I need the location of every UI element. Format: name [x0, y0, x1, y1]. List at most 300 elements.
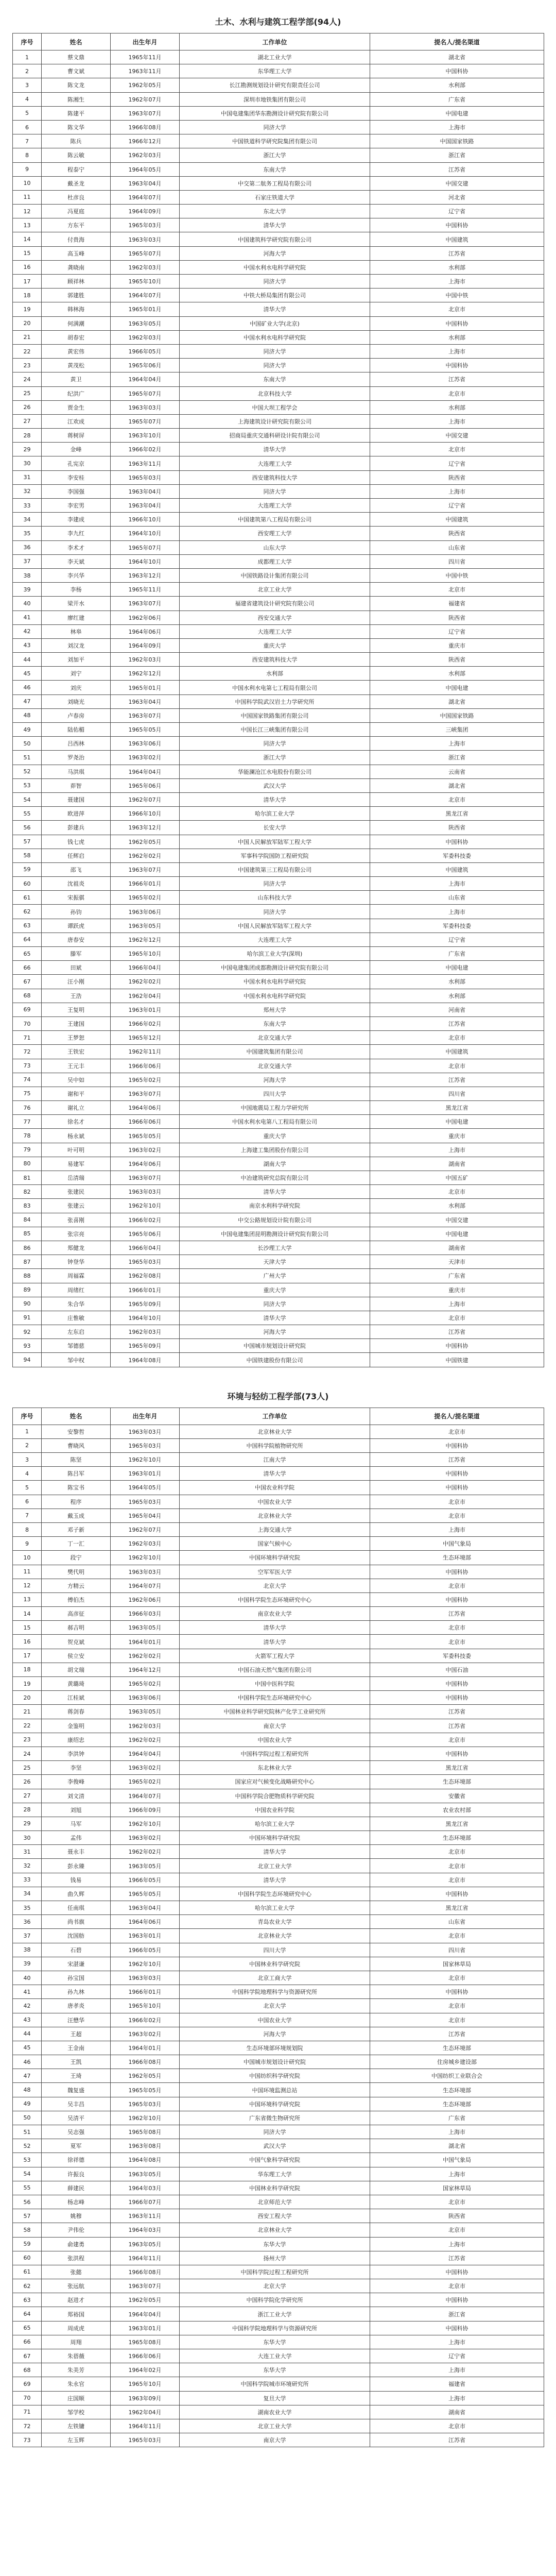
cell-no: 64 [13, 2307, 42, 2321]
table-row [13, 1425, 544, 1438]
cell-born: 1962年02月 [111, 1733, 180, 1747]
cell-no: 71 [13, 2405, 42, 2419]
table-row [13, 1045, 544, 1059]
cell-unit: 中国气象科学研究院 [180, 2153, 370, 2167]
table-row [13, 807, 544, 821]
table-header-row [13, 33, 544, 50]
cell-unit: 空军军医大学 [180, 1565, 370, 1579]
cell-born: 1964年03月 [111, 2223, 180, 2237]
cell-unit: 长安大学 [180, 821, 370, 835]
cell-born: 1966年02月 [111, 2013, 180, 2027]
cell-no: 19 [13, 1677, 42, 1691]
cell-born: 1962年04月 [111, 989, 180, 1003]
cell-born: 1964年08月 [111, 2153, 180, 2167]
cell-name: 庄惟敏 [42, 1311, 111, 1325]
cell-unit: 中国纺织科学研究院 [180, 2069, 370, 2083]
table-row [13, 597, 544, 611]
cell-no: 51 [13, 2125, 42, 2139]
cell-nominator: 山东省 [370, 540, 544, 554]
cell-no: 1 [13, 1425, 42, 1438]
cell-born: 1966年07月 [111, 2195, 180, 2209]
cell-name: 周绪红 [42, 1283, 111, 1297]
cell-name: 郭建胜 [42, 289, 111, 302]
cell-name: 李杨 [42, 583, 111, 597]
cell-nominator: 上海市 [370, 1143, 544, 1157]
cell-born: 1963年03月 [111, 400, 180, 414]
cell-nominator: 生态环境部 [370, 1551, 544, 1565]
cell-no: 18 [13, 289, 42, 302]
cell-name: 黄璐琦 [42, 1677, 111, 1691]
cell-no: 38 [13, 568, 42, 582]
cell-no: 52 [13, 2139, 42, 2153]
cell-name: 高玉峰 [42, 246, 111, 260]
cell-born: 1965年08月 [111, 2125, 180, 2139]
cell-unit: 中国环境科学研究院 [180, 2097, 370, 2111]
table-row [13, 1971, 544, 1985]
cell-nominator: 河北省 [370, 190, 544, 204]
cell-no: 45 [13, 2041, 42, 2055]
cell-name: 陈建平 [42, 106, 111, 120]
cell-born: 1963年03月 [111, 1565, 180, 1579]
cell-nominator: 江苏省 [370, 372, 544, 386]
cell-unit: 生态环境部环境规划院 [180, 2041, 370, 2055]
table-row [13, 1957, 544, 1971]
cell-unit: 北京工业大学 [180, 583, 370, 597]
cell-unit: 中国科学院合肥物质科学研究院 [180, 1789, 370, 1803]
cell-nominator: 中国科协 [370, 2265, 544, 2279]
cell-born: 1963年04月 [111, 176, 180, 190]
cell-unit: 湖北工业大学 [180, 50, 370, 64]
cell-unit: 中国科学院武汉岩土力学研究所 [180, 694, 370, 708]
cell-born: 1963年05月 [111, 2237, 180, 2251]
cell-nominator: 广东省 [370, 947, 544, 961]
table-row [13, 2069, 544, 2083]
cell-no: 77 [13, 1115, 42, 1129]
table-row [13, 162, 544, 176]
cell-name: 贺克斌 [42, 1635, 111, 1649]
cell-born: 1965年10月 [111, 947, 180, 961]
cell-no: 87 [13, 1255, 42, 1269]
cell-nominator: 广东省 [370, 1269, 544, 1283]
table-row [13, 653, 544, 667]
cell-unit: 东南大学 [180, 162, 370, 176]
cell-born: 1965年03月 [111, 1495, 180, 1509]
cell-born: 1963年06月 [111, 905, 180, 919]
table-row [13, 1339, 544, 1353]
cell-born: 1962年03月 [111, 148, 180, 162]
cell-born: 1966年12月 [111, 134, 180, 148]
cell-no: 36 [13, 1915, 42, 1929]
table-row [13, 877, 544, 891]
cell-nominator: 广东省 [370, 92, 544, 106]
table-row [13, 1663, 544, 1676]
cell-nominator: 中国气象局 [370, 2153, 544, 2167]
cell-born: 1965年06月 [111, 778, 180, 792]
cell-nominator: 重庆市 [370, 1129, 544, 1143]
cell-no: 90 [13, 1297, 42, 1311]
cell-name: 谢礼立 [42, 1101, 111, 1115]
table-row [13, 2167, 544, 2181]
cell-born: 1966年01月 [111, 1283, 180, 1297]
cell-born: 1964年11月 [111, 2251, 180, 2265]
cell-no: 60 [13, 2251, 42, 2265]
cell-nominator: 中国国家铁路 [370, 134, 544, 148]
cell-name: 张懿 [42, 2265, 111, 2279]
cell-born: 1962年05月 [111, 78, 180, 92]
cell-unit: 清华大学 [180, 1845, 370, 1859]
table-row [13, 1227, 544, 1241]
cell-born: 1963年07月 [111, 597, 180, 611]
cell-born: 1963年01月 [111, 1003, 180, 1016]
table-row [13, 862, 544, 876]
cell-no: 16 [13, 260, 42, 274]
cell-no: 34 [13, 513, 42, 527]
cell-unit: 中国电建集团昆明勘测设计研究院有限公司 [180, 1227, 370, 1241]
cell-nominator: 江苏省 [370, 2433, 544, 2447]
cell-nominator: 上海市 [370, 2335, 544, 2349]
cell-unit: 南京农业大学 [180, 1607, 370, 1621]
cell-unit: 东北大学 [180, 205, 370, 218]
cell-name: 马军 [42, 1817, 111, 1831]
cell-name: 魏复盛 [42, 2083, 111, 2097]
cell-name: 叶可明 [42, 1143, 111, 1157]
cell-no: 94 [13, 1353, 42, 1367]
cell-born: 1965年03月 [111, 2433, 180, 2447]
cell-name: 聂建国 [42, 792, 111, 806]
cell-name: 唐春安 [42, 933, 111, 946]
cell-no: 61 [13, 891, 42, 905]
cell-name: 吕西林 [42, 737, 111, 751]
cell-nominator: 辽宁省 [370, 2349, 544, 2363]
cell-unit: 中国科学院植物研究所 [180, 1438, 370, 1452]
cell-unit: 中国农业科学院 [180, 1803, 370, 1817]
cell-name: 江欢成 [42, 414, 111, 428]
cell-born: 1963年05月 [111, 1859, 180, 1873]
table-row [13, 1929, 544, 1943]
cell-born: 1963年07月 [111, 106, 180, 120]
cell-no: 26 [13, 1775, 42, 1789]
cell-name: 刘加平 [42, 653, 111, 667]
cell-nominator: 北京市 [370, 583, 544, 597]
cell-unit: 华能澜沧江水电股份有限公司 [180, 765, 370, 778]
cell-unit: 同济大学 [180, 344, 370, 358]
table-row [13, 1635, 544, 1649]
table-row [13, 1297, 544, 1311]
table-row [13, 1185, 544, 1199]
cell-born: 1965年09月 [111, 1339, 180, 1353]
cell-name: 尹伟伦 [42, 2223, 111, 2237]
cell-born: 1965年03月 [111, 470, 180, 484]
table-row [13, 1143, 544, 1157]
cell-born: 1962年06月 [111, 611, 180, 624]
table-row [13, 849, 544, 862]
cell-no: 63 [13, 2293, 42, 2307]
table-row [13, 1831, 544, 1845]
header-name: 姓名 [42, 33, 111, 50]
cell-born: 1965年01月 [111, 681, 180, 694]
cell-no: 43 [13, 2013, 42, 2027]
cell-unit: 华东理工大学 [180, 2167, 370, 2181]
cell-name: 钱易 [42, 1873, 111, 1887]
cell-unit: 中国水利水电科学研究院 [180, 260, 370, 274]
cell-unit: 中国铁路设计集团有限公司 [180, 568, 370, 582]
cell-born: 1962年03月 [111, 1537, 180, 1551]
cell-no: 73 [13, 2433, 42, 2447]
cell-name: 田斌 [42, 961, 111, 975]
cell-no: 65 [13, 947, 42, 961]
table-row [13, 765, 544, 778]
table-row [13, 694, 544, 708]
table-row [13, 344, 544, 358]
cell-nominator: 中国纺织工业联合会 [370, 2069, 544, 2083]
cell-nominator: 上海市 [370, 275, 544, 289]
cell-no: 81 [13, 1171, 42, 1185]
table-row [13, 1467, 544, 1481]
cell-no: 70 [13, 1016, 42, 1030]
cell-nominator: 北京市 [370, 1845, 544, 1859]
cell-born: 1963年05月 [111, 1621, 180, 1635]
cell-nominator: 北京市 [370, 2419, 544, 2433]
cell-unit: 郑州大学 [180, 1003, 370, 1016]
cell-name: 汪懋华 [42, 2013, 111, 2027]
cell-born: 1966年09月 [111, 1803, 180, 1817]
cell-name: 王金南 [42, 2041, 111, 2055]
cell-no: 74 [13, 1073, 42, 1087]
cell-nominator: 黑龙江省 [370, 1817, 544, 1831]
cell-born: 1962年03月 [111, 653, 180, 667]
cell-no: 12 [13, 205, 42, 218]
cell-unit: 重庆大学 [180, 1129, 370, 1143]
table-row [13, 624, 544, 638]
cell-unit: 福建省建筑设计研究院有限公司 [180, 597, 370, 611]
cell-name: 刘庆 [42, 681, 111, 694]
cell-unit: 清华大学 [180, 1311, 370, 1325]
cell-born: 1964年09月 [111, 205, 180, 218]
cell-unit: 北京林业大学 [180, 2223, 370, 2237]
cell-no: 46 [13, 2055, 42, 2069]
cell-unit: 浙江大学 [180, 751, 370, 765]
cell-born: 1966年05月 [111, 1873, 180, 1887]
cell-no: 20 [13, 316, 42, 330]
table-row [13, 2363, 544, 2377]
cell-no: 31 [13, 1845, 42, 1859]
cell-unit: 北京工业大学 [180, 2419, 370, 2433]
cell-unit: 四川大学 [180, 1087, 370, 1100]
cell-born: 1963年03月 [111, 1971, 180, 1985]
cell-nominator: 辽宁省 [370, 933, 544, 946]
cell-unit: 武汉大学 [180, 2139, 370, 2153]
cell-name: 郑裕国 [42, 2307, 111, 2321]
cell-no: 10 [13, 176, 42, 190]
table-row [13, 1999, 544, 2013]
header-unit: 工作单位 [180, 33, 370, 50]
cell-name: 俞建勇 [42, 2237, 111, 2251]
table-row [13, 2265, 544, 2279]
cell-nominator: 中国气象局 [370, 1537, 544, 1551]
cell-nominator: 福建省 [370, 597, 544, 611]
cell-no: 16 [13, 1635, 42, 1649]
cell-nominator: 辽宁省 [370, 205, 544, 218]
cell-born: 1963年03月 [111, 1425, 180, 1438]
table-row [13, 1761, 544, 1775]
cell-name: 孙钧 [42, 905, 111, 919]
cell-no: 13 [13, 218, 42, 232]
cell-name: 龚晓南 [42, 260, 111, 274]
table-row [13, 2153, 544, 2167]
cell-nominator: 水利部 [370, 975, 544, 989]
table-row [13, 2097, 544, 2111]
cell-unit: 中国铁道科学研究院集团有限公司 [180, 134, 370, 148]
cell-born: 1962年07月 [111, 1522, 180, 1536]
cell-nominator: 北京市 [370, 792, 544, 806]
cell-unit: 中铁大桥局集团有限公司 [180, 289, 370, 302]
table-row [13, 2013, 544, 2027]
cell-unit: 北京师范大学 [180, 2195, 370, 2209]
cell-name: 李国强 [42, 484, 111, 498]
cell-unit: 深圳市地铁集团有限公司 [180, 92, 370, 106]
cell-nominator: 北京市 [370, 443, 544, 456]
cell-name: 杨志峰 [42, 2195, 111, 2209]
cell-born: 1963年04月 [111, 694, 180, 708]
cell-no: 82 [13, 1185, 42, 1199]
table-row [13, 1311, 544, 1325]
cell-name: 蒋剑春 [42, 1705, 111, 1719]
cell-nominator: 中国电建 [370, 1115, 544, 1129]
table-row [13, 638, 544, 652]
cell-nominator: 江苏省 [370, 1073, 544, 1087]
cell-no: 6 [13, 1495, 42, 1509]
cell-unit: 中国环境科学研究院 [180, 1551, 370, 1565]
cell-unit: 同济大学 [180, 484, 370, 498]
cell-name: 顾祥林 [42, 275, 111, 289]
cell-unit: 河海大学 [180, 1325, 370, 1339]
cell-no: 21 [13, 330, 42, 344]
cell-nominator: 江苏省 [370, 2251, 544, 2265]
cell-name: 吴丰昌 [42, 2097, 111, 2111]
cell-name: 李洪钟 [42, 1747, 111, 1760]
cell-born: 1966年03月 [111, 1607, 180, 1621]
cell-name: 张建云 [42, 1199, 111, 1213]
cell-no: 64 [13, 933, 42, 946]
cell-nominator: 中国科协 [370, 1339, 544, 1353]
cell-born: 1962年03月 [111, 330, 180, 344]
cell-nominator: 湖北省 [370, 778, 544, 792]
cell-no: 78 [13, 1129, 42, 1143]
cell-nominator: 水利部 [370, 330, 544, 344]
cell-nominator: 江苏省 [370, 246, 544, 260]
cell-nominator: 北京市 [370, 1621, 544, 1635]
cell-name: 戴玉成 [42, 1509, 111, 1522]
cell-no: 10 [13, 1551, 42, 1565]
cell-no: 93 [13, 1339, 42, 1353]
cell-no: 48 [13, 2083, 42, 2097]
cell-unit: 长江勘测规划设计研究有限责任公司 [180, 78, 370, 92]
cell-born: 1965年05月 [111, 1887, 180, 1901]
cell-unit: 西安工程大学 [180, 2209, 370, 2223]
cell-no: 54 [13, 2167, 42, 2181]
cell-name: 李俊峰 [42, 1775, 111, 1789]
cell-no: 67 [13, 2349, 42, 2363]
cell-unit: 北京大学 [180, 1999, 370, 2013]
cell-name: 杜彦良 [42, 190, 111, 204]
cell-unit: 中国环境监测总站 [180, 2083, 370, 2097]
cell-no: 52 [13, 765, 42, 778]
table-row [13, 792, 544, 806]
cell-no: 57 [13, 2209, 42, 2223]
cell-no: 48 [13, 708, 42, 722]
table-row [13, 527, 544, 540]
cell-no: 57 [13, 835, 42, 849]
cell-no: 21 [13, 1705, 42, 1719]
cell-unit: 中国人民解放军陆军工程大学 [180, 919, 370, 933]
cell-born: 1963年07月 [111, 1171, 180, 1185]
cell-born: 1965年10月 [111, 275, 180, 289]
cell-no: 58 [13, 2223, 42, 2237]
cell-unit: 武汉大学 [180, 778, 370, 792]
cell-born: 1962年08月 [111, 1269, 180, 1283]
cell-no: 41 [13, 1985, 42, 1999]
cell-born: 1962年10月 [111, 1551, 180, 1565]
cell-nominator: 上海市 [370, 877, 544, 891]
cell-nominator: 国家林草局 [370, 1957, 544, 1971]
cell-name: 陆佑楣 [42, 723, 111, 737]
header-born: 出生年月 [111, 1408, 180, 1425]
cell-unit: 大连工业大学 [180, 2349, 370, 2363]
cell-name: 程序 [42, 1495, 111, 1509]
cell-born: 1966年06月 [111, 1115, 180, 1129]
cell-nominator: 福建省 [370, 2377, 544, 2391]
cell-no: 44 [13, 653, 42, 667]
cell-name: 王梦恕 [42, 1031, 111, 1045]
cell-nominator: 中国科协 [370, 1677, 544, 1691]
cell-name: 樊代明 [42, 1565, 111, 1579]
cell-no: 18 [13, 1663, 42, 1676]
cell-no: 83 [13, 1199, 42, 1213]
table-row [13, 2125, 544, 2139]
cell-unit: 上海建筑设计研究院有限公司 [180, 414, 370, 428]
table-row [13, 1859, 544, 1873]
cell-no: 53 [13, 2153, 42, 2167]
cell-born: 1963年11月 [111, 456, 180, 470]
cell-no: 33 [13, 499, 42, 513]
cell-born: 1962年07月 [111, 792, 180, 806]
cell-unit: 中国科学院生态环境研究中心 [180, 1887, 370, 1901]
cell-born: 1963年02月 [111, 2027, 180, 2041]
cell-born: 1963年05月 [111, 316, 180, 330]
cell-no: 37 [13, 1929, 42, 1943]
cell-nominator: 陕西省 [370, 470, 544, 484]
cell-no: 59 [13, 2237, 42, 2251]
cell-born: 1966年02月 [111, 1213, 180, 1227]
cell-unit: 成都理工大学 [180, 554, 370, 568]
cell-nominator: 生态环境部 [370, 2041, 544, 2055]
table-row [13, 414, 544, 428]
cell-name: 沈祖炎 [42, 877, 111, 891]
table-row [13, 386, 544, 400]
cell-name: 张喜刚 [42, 1213, 111, 1227]
cell-nominator: 江苏省 [370, 1705, 544, 1719]
cell-name: 张宗亮 [42, 1227, 111, 1241]
cell-nominator: 上海市 [370, 2167, 544, 2181]
cell-unit: 中国科学院城市环境研究所 [180, 2377, 370, 2391]
table-row [13, 1353, 544, 1367]
cell-born: 1966年08月 [111, 120, 180, 134]
cell-name: 谭跃虎 [42, 919, 111, 933]
table-row [13, 1129, 544, 1143]
cell-no: 3 [13, 1453, 42, 1467]
cell-unit: 清华大学 [180, 1185, 370, 1199]
cell-unit: 中国科学院过程工程研究所 [180, 2265, 370, 2279]
